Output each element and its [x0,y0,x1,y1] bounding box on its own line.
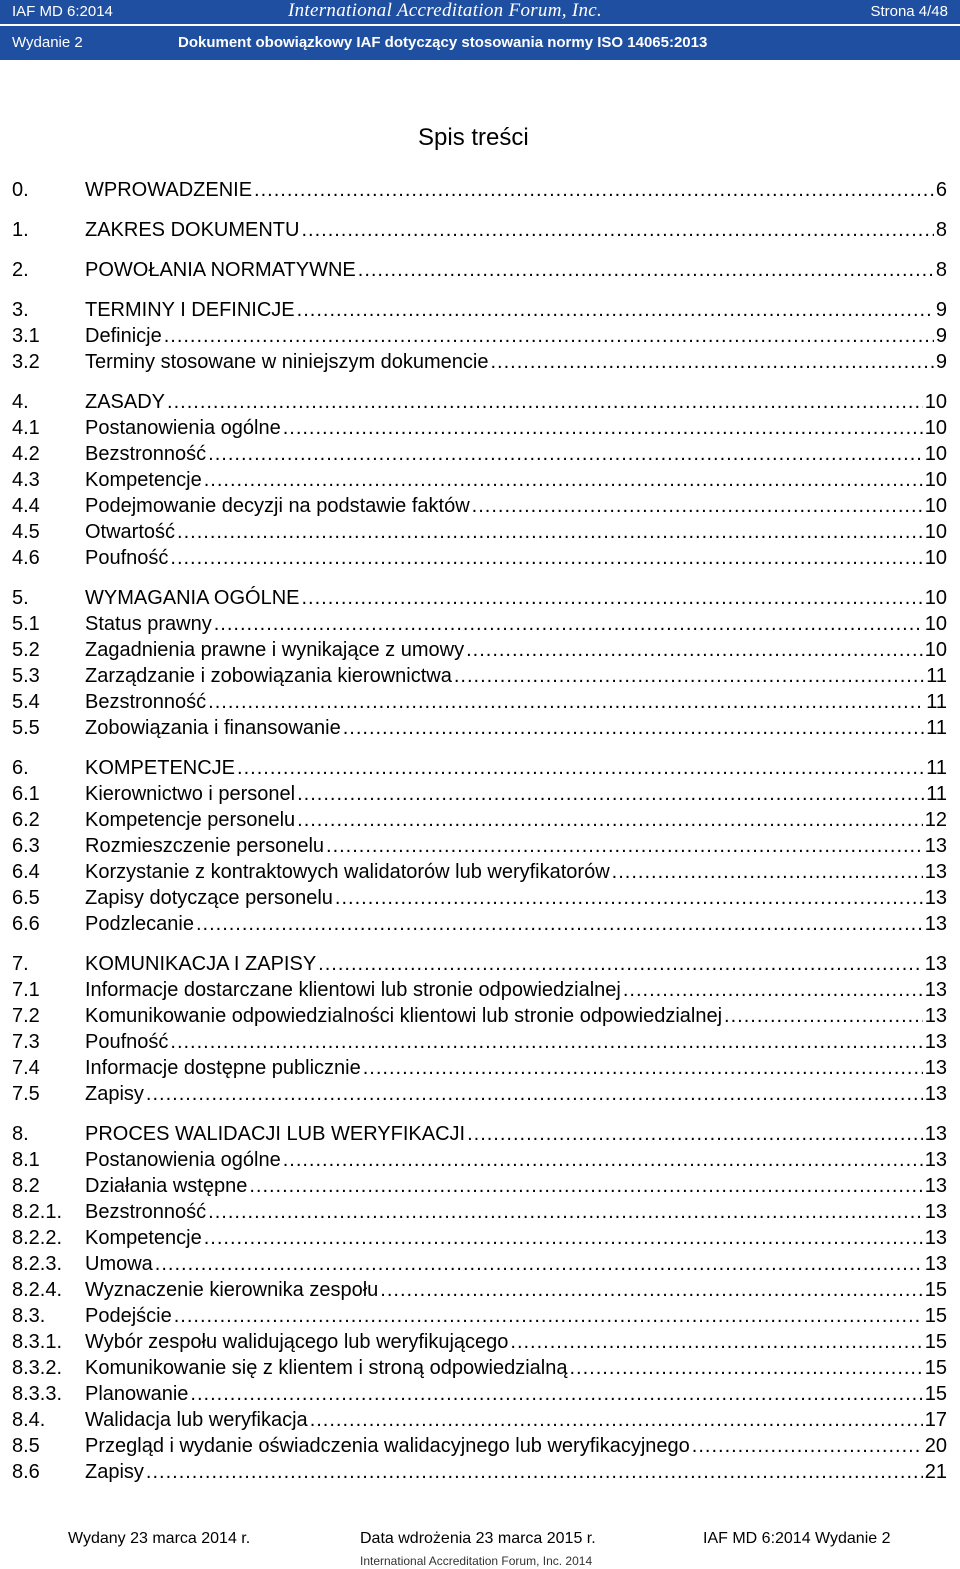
toc-entry-number: 6.4 [12,861,40,883]
toc-entry-number: 4.6 [12,547,40,569]
toc-entry[interactable] [12,176,947,202]
toc-leader-dots [254,179,934,202]
toc-entry-number: 7.4 [12,1057,40,1079]
toc-leader-dots [724,1005,923,1028]
toc-entry-title: Zarządzanie i zobowiązania kierownictwa [85,665,452,687]
toc-entry-number: 8.3.1. [12,1331,63,1353]
toc-entry-page: 11 [926,691,947,713]
toc-leader-dots [170,1031,922,1054]
toc-entry-page: 13 [924,887,947,909]
toc-entry-page: 9 [935,299,947,321]
toc-entry-title: Kompetencje [85,1227,202,1249]
toc-leader-dots [155,1253,923,1276]
toc-entry-page: 11 [926,757,947,779]
toc-leader-dots [343,717,925,740]
toc-entry-page: 10 [924,587,947,609]
toc-leader-dots [174,1305,923,1328]
toc-entry-number: 8.6 [12,1461,40,1483]
footer-copyright: International Accreditation Forum, Inc. 2014 [360,1554,593,1568]
toc-entry-number: 8.1 [12,1149,40,1171]
toc-leader-dots [208,691,924,714]
toc-entry[interactable] [12,388,947,414]
toc-entry[interactable] [12,440,947,466]
toc-entry-title: Postanowienia ogólne [85,1149,281,1171]
toc-leader-dots [491,351,934,374]
toc-leader-dots [237,757,924,780]
toc-entry-number: 8.3.2. [12,1357,63,1379]
toc-leader-dots [167,391,923,414]
toc-entry-page: 10 [924,495,947,517]
toc-entry-page: 13 [924,861,947,883]
page-title: Spis treści [418,124,529,151]
toc-leader-dots [170,547,922,570]
toc-entry-number: 8.2.4. [12,1279,63,1301]
toc-leader-dots [208,1201,923,1224]
toc-entry[interactable] [12,714,947,740]
toc-entry-page: 13 [924,979,947,1001]
toc-entry-number: 7. [12,953,29,975]
toc-leader-dots [196,913,923,936]
toc-leader-dots [326,835,923,858]
toc-entry-page: 13 [924,1175,947,1197]
toc-entry-title: Definicje [85,325,162,347]
header-bar-bottom [0,26,960,60]
toc-entry-page: 13 [924,913,947,935]
toc-entry[interactable] [12,884,947,910]
toc-entry[interactable] [12,1080,947,1106]
toc-leader-dots [297,809,923,832]
header-bar-top [0,0,960,24]
toc-leader-dots [301,587,922,610]
toc-leader-dots [190,1383,922,1406]
toc-entry[interactable] [12,544,947,570]
toc-entry-number: 5.1 [12,613,40,635]
toc-entry-number: 8.2.1. [12,1201,63,1223]
toc-entry-number: 8. [12,1123,29,1145]
toc-entry[interactable] [12,1406,947,1432]
toc-entry-title: Bezstronność [85,443,207,465]
toc-entry[interactable] [12,976,947,1002]
toc-entry-number: 4.3 [12,469,40,491]
toc-entry-page: 11 [926,665,947,687]
toc-entry-title: Podzlecanie [85,913,194,935]
toc-entry-page: 13 [924,1201,947,1223]
toc-leader-dots [204,1227,923,1250]
toc-entry-page: 13 [924,1123,947,1145]
toc-entry-page: 9 [935,351,947,373]
toc-entry-number: 7.5 [12,1083,40,1105]
toc-entry-title: Terminy stosowane w niniejszym dokumencie [85,351,489,373]
toc-entry[interactable] [12,518,947,544]
toc-entry[interactable] [12,256,947,282]
toc-leader-dots [208,443,923,466]
toc-entry[interactable] [12,910,947,936]
toc-entry-title: Poufność [85,1031,169,1053]
toc-entry-number: 6.1 [12,783,40,805]
toc-entry-title: Komunikowanie się z klientem i stroną odpowiedzialną [85,1357,568,1379]
toc-entry-number: 3.2 [12,351,40,373]
toc-leader-dots [204,469,923,492]
toc-entry-page: 17 [924,1409,947,1431]
toc-leader-dots [301,219,933,242]
toc-leader-dots [466,639,923,662]
toc-entry[interactable] [12,1054,947,1080]
toc-entry-page: 13 [924,835,947,857]
toc-entry[interactable] [12,806,947,832]
header-doc-id: IAF MD 6:2014 [12,3,113,20]
toc-entry[interactable] [12,1002,947,1028]
toc-entry-title: Podejmowanie decyzji na podstawie faktów [85,495,470,517]
toc-entry-number: 7.1 [12,979,40,1001]
toc-entry-page: 15 [924,1305,947,1327]
header-edition: Wydanie 2 [12,34,83,51]
toc-leader-dots [380,1279,922,1302]
toc-entry-title: Bezstronność [85,691,207,713]
toc-entry-title: Kierownictwo i personel [85,783,296,805]
toc-entry-title: Zapisy [85,1083,144,1105]
toc-entry-number: 8.2.3. [12,1253,63,1275]
toc-entry[interactable] [12,414,947,440]
toc-entry-title: POWOŁANIA NORMATYWNE [85,259,356,281]
toc-entry[interactable] [12,780,947,806]
footer-doc-ref: IAF MD 6:2014 Wydanie 2 [703,1530,891,1547]
toc-entry[interactable] [12,296,947,322]
toc-entry-page: 15 [924,1331,947,1353]
toc-leader-dots [612,861,923,884]
toc-entry-page: 8 [935,259,947,281]
toc-entry[interactable] [12,322,947,348]
toc-leader-dots [297,299,934,322]
toc-entry[interactable] [12,1302,947,1328]
toc-entry-page: 10 [924,639,947,661]
toc-entry[interactable] [12,636,947,662]
toc-entry[interactable] [12,754,947,780]
toc-entry-title: Umowa [85,1253,153,1275]
toc-entry-page: 13 [924,1253,947,1275]
toc-entry-title: Otwartość [85,521,176,543]
toc-entry[interactable] [12,1380,947,1406]
toc-entry[interactable] [12,858,947,884]
toc-leader-dots [358,259,934,282]
toc-entry-title: Kompetencje [85,469,202,491]
toc-entry[interactable] [12,1328,947,1354]
toc-entry-page: 10 [924,391,947,413]
toc-entry-title: Status prawny [85,613,212,635]
toc-entry-number: 8.5 [12,1435,40,1457]
toc-entry-title: Wyznaczenie kierownika zespołu [85,1279,379,1301]
toc-entry[interactable] [12,1354,947,1380]
toc-entry-page: 13 [924,1005,947,1027]
header-doc-title: Dokument obowiązkowy IAF dotyczący stosowania normy ISO 14065:2013 [178,34,708,51]
toc-entry-number: 6.2 [12,809,40,831]
toc-entry-number: 3.1 [12,325,40,347]
toc-entry-title: Poufność [85,547,169,569]
toc-entry-title: Przegląd i wydanie oświadczenia walidacyjnego lub weryfikacyjnego [85,1435,690,1457]
toc-leader-dots [363,1057,923,1080]
toc-leader-dots [472,495,923,518]
toc-entry-title: ZASADY [85,391,166,413]
toc-entry-page: 12 [924,809,947,831]
toc-leader-dots [146,1083,923,1106]
toc-entry-title: Planowanie [85,1383,189,1405]
toc-entry-title: Informacje dostępne publicznie [85,1057,361,1079]
toc-entry-number: 6.6 [12,913,40,935]
toc-entry-number: 4.1 [12,417,40,439]
toc-entry-title: KOMUNIKACJA I ZAPISY [85,953,317,975]
toc-entry-page: 10 [924,417,947,439]
toc-entry-number: 0. [12,179,29,201]
toc-entry-number: 8.4. [12,1409,46,1431]
toc-entry-title: PROCES WALIDACJI LUB WERYFIKACJI [85,1123,466,1145]
toc-entry-title: KOMPETENCJE [85,757,236,779]
toc-entry[interactable] [12,1458,947,1484]
toc-leader-dots [623,979,923,1002]
toc-leader-dots [297,783,924,806]
toc-leader-dots [510,1331,922,1354]
toc-entry-page: 13 [924,953,947,975]
toc-entry-number: 8.3. [12,1305,46,1327]
toc-entry-page: 10 [924,521,947,543]
toc-entry-number: 5.4 [12,691,40,713]
toc-entry-page: 8 [935,219,947,241]
toc-entry[interactable] [12,1224,947,1250]
toc-entry[interactable] [12,492,947,518]
footer-issued: Wydany 23 marca 2014 r. [68,1530,251,1547]
toc-leader-dots [310,1409,923,1432]
toc-entry-page: 11 [926,717,947,739]
footer-effective: Data wdrożenia 23 marca 2015 r. [360,1530,596,1547]
toc-leader-dots [454,665,924,688]
toc-entry-page: 10 [924,469,947,491]
header-org: International Accreditation Forum, Inc. [288,0,603,21]
toc-entry[interactable] [12,950,947,976]
toc-entry-title: TERMINY I DEFINICJE [85,299,295,321]
toc-entry-page: 13 [924,1149,947,1171]
toc-entry-title: Zapisy dotyczące personelu [85,887,333,909]
toc-leader-dots [283,417,923,440]
toc-entry-page: 13 [924,1083,947,1105]
toc-entry-page: 10 [924,547,947,569]
toc-entry-number: 7.2 [12,1005,40,1027]
toc-entry-number: 8.3.3. [12,1383,63,1405]
toc-entry-page: 21 [924,1461,947,1483]
toc-entry-page: 6 [935,179,947,201]
toc-leader-dots [249,1175,922,1198]
toc-entry-page: 13 [924,1057,947,1079]
toc-leader-dots [177,521,923,544]
toc-entry-page: 10 [924,443,947,465]
header-page: Strona 4/48 [870,3,948,20]
toc-entry-title: Działania wstępne [85,1175,248,1197]
toc-entry-title: Zobowiązania i finansowanie [85,717,341,739]
toc-entry[interactable] [12,662,947,688]
toc-entry-number: 4.5 [12,521,40,543]
toc-entry[interactable] [12,466,947,492]
toc-leader-dots [318,953,923,976]
toc-entry-number: 8.2.2. [12,1227,63,1249]
toc-entry[interactable] [12,1198,947,1224]
toc-entry-page: 13 [924,1227,947,1249]
toc-entry[interactable] [12,1028,947,1054]
toc-entry[interactable] [12,216,947,242]
toc-entry[interactable] [12,832,947,858]
toc-entry-page: 15 [924,1279,947,1301]
toc-entry-number: 4.2 [12,443,40,465]
toc-leader-dots [569,1357,922,1380]
toc-leader-dots [146,1461,923,1484]
toc-entry-title: Korzystanie z kontraktowych walidatorów lub weryfikatorów [85,861,610,883]
toc-entry-number: 3. [12,299,29,321]
toc-entry-title: ZAKRES DOKUMENTU [85,219,300,241]
toc-entry-title: Rozmieszczenie personelu [85,835,325,857]
toc-entry-number: 7.3 [12,1031,40,1053]
toc-entry-number: 6. [12,757,29,779]
toc-entry-title: Zapisy [85,1461,144,1483]
toc-entry-page: 9 [935,325,947,347]
toc-entry-number: 5.2 [12,639,40,661]
toc-entry-page: 10 [924,613,947,635]
toc-leader-dots [335,887,923,910]
toc-entry[interactable] [12,1146,947,1172]
toc-entry-page: 11 [926,783,947,805]
toc-entry[interactable] [12,1120,947,1146]
toc-leader-dots [283,1149,923,1172]
toc-entry-number: 5.3 [12,665,40,687]
toc-entry[interactable] [12,1276,947,1302]
toc-entry-page: 13 [924,1031,947,1053]
toc-entry-title: WPROWADZENIE [85,179,253,201]
toc-entry-number: 8.2 [12,1175,40,1197]
toc-leader-dots [692,1435,923,1458]
toc-entry-title: WYMAGANIA OGÓLNE [85,587,300,609]
toc-entry-number: 6.5 [12,887,40,909]
toc-entry-title: Wybór zespołu walidującego lub weryfikującego [85,1331,509,1353]
toc-entry-page: 15 [924,1383,947,1405]
toc-entry-title: Kompetencje personelu [85,809,296,831]
toc-entry-title: Walidacja lub weryfikacja [85,1409,308,1431]
toc-entry-number: 4.4 [12,495,40,517]
toc-entry[interactable] [12,1172,947,1198]
toc-entry-title: Podejście [85,1305,172,1327]
toc-entry-title: Informacje dostarczane klientowi lub stronie odpowiedzialnej [85,979,621,1001]
toc-entry-title: Bezstronność [85,1201,207,1223]
toc-leader-dots [214,613,923,636]
toc-entry[interactable] [12,1432,947,1458]
toc-entry-number: 2. [12,259,29,281]
toc-entry-number: 5. [12,587,29,609]
toc-entry-page: 20 [924,1435,947,1457]
toc-entry[interactable] [12,688,947,714]
toc-entry-title: Komunikowanie odpowiedzialności klientowi lub stronie odpowiedzialnej [85,1005,723,1027]
toc-entry[interactable] [12,348,947,374]
toc-entry[interactable] [12,610,947,636]
toc-entry-title: Postanowienia ogólne [85,417,281,439]
toc-leader-dots [467,1123,923,1146]
toc-leader-dots [164,325,934,348]
toc-entry-title: Zagadnienia prawne i wynikające z umowy [85,639,465,661]
toc-entry-number: 5.5 [12,717,40,739]
toc-entry-number: 4. [12,391,29,413]
toc-entry[interactable] [12,584,947,610]
toc-entry-page: 15 [924,1357,947,1379]
toc-entry-number: 6.3 [12,835,40,857]
toc-entry[interactable] [12,1250,947,1276]
toc-entry-number: 1. [12,219,29,241]
